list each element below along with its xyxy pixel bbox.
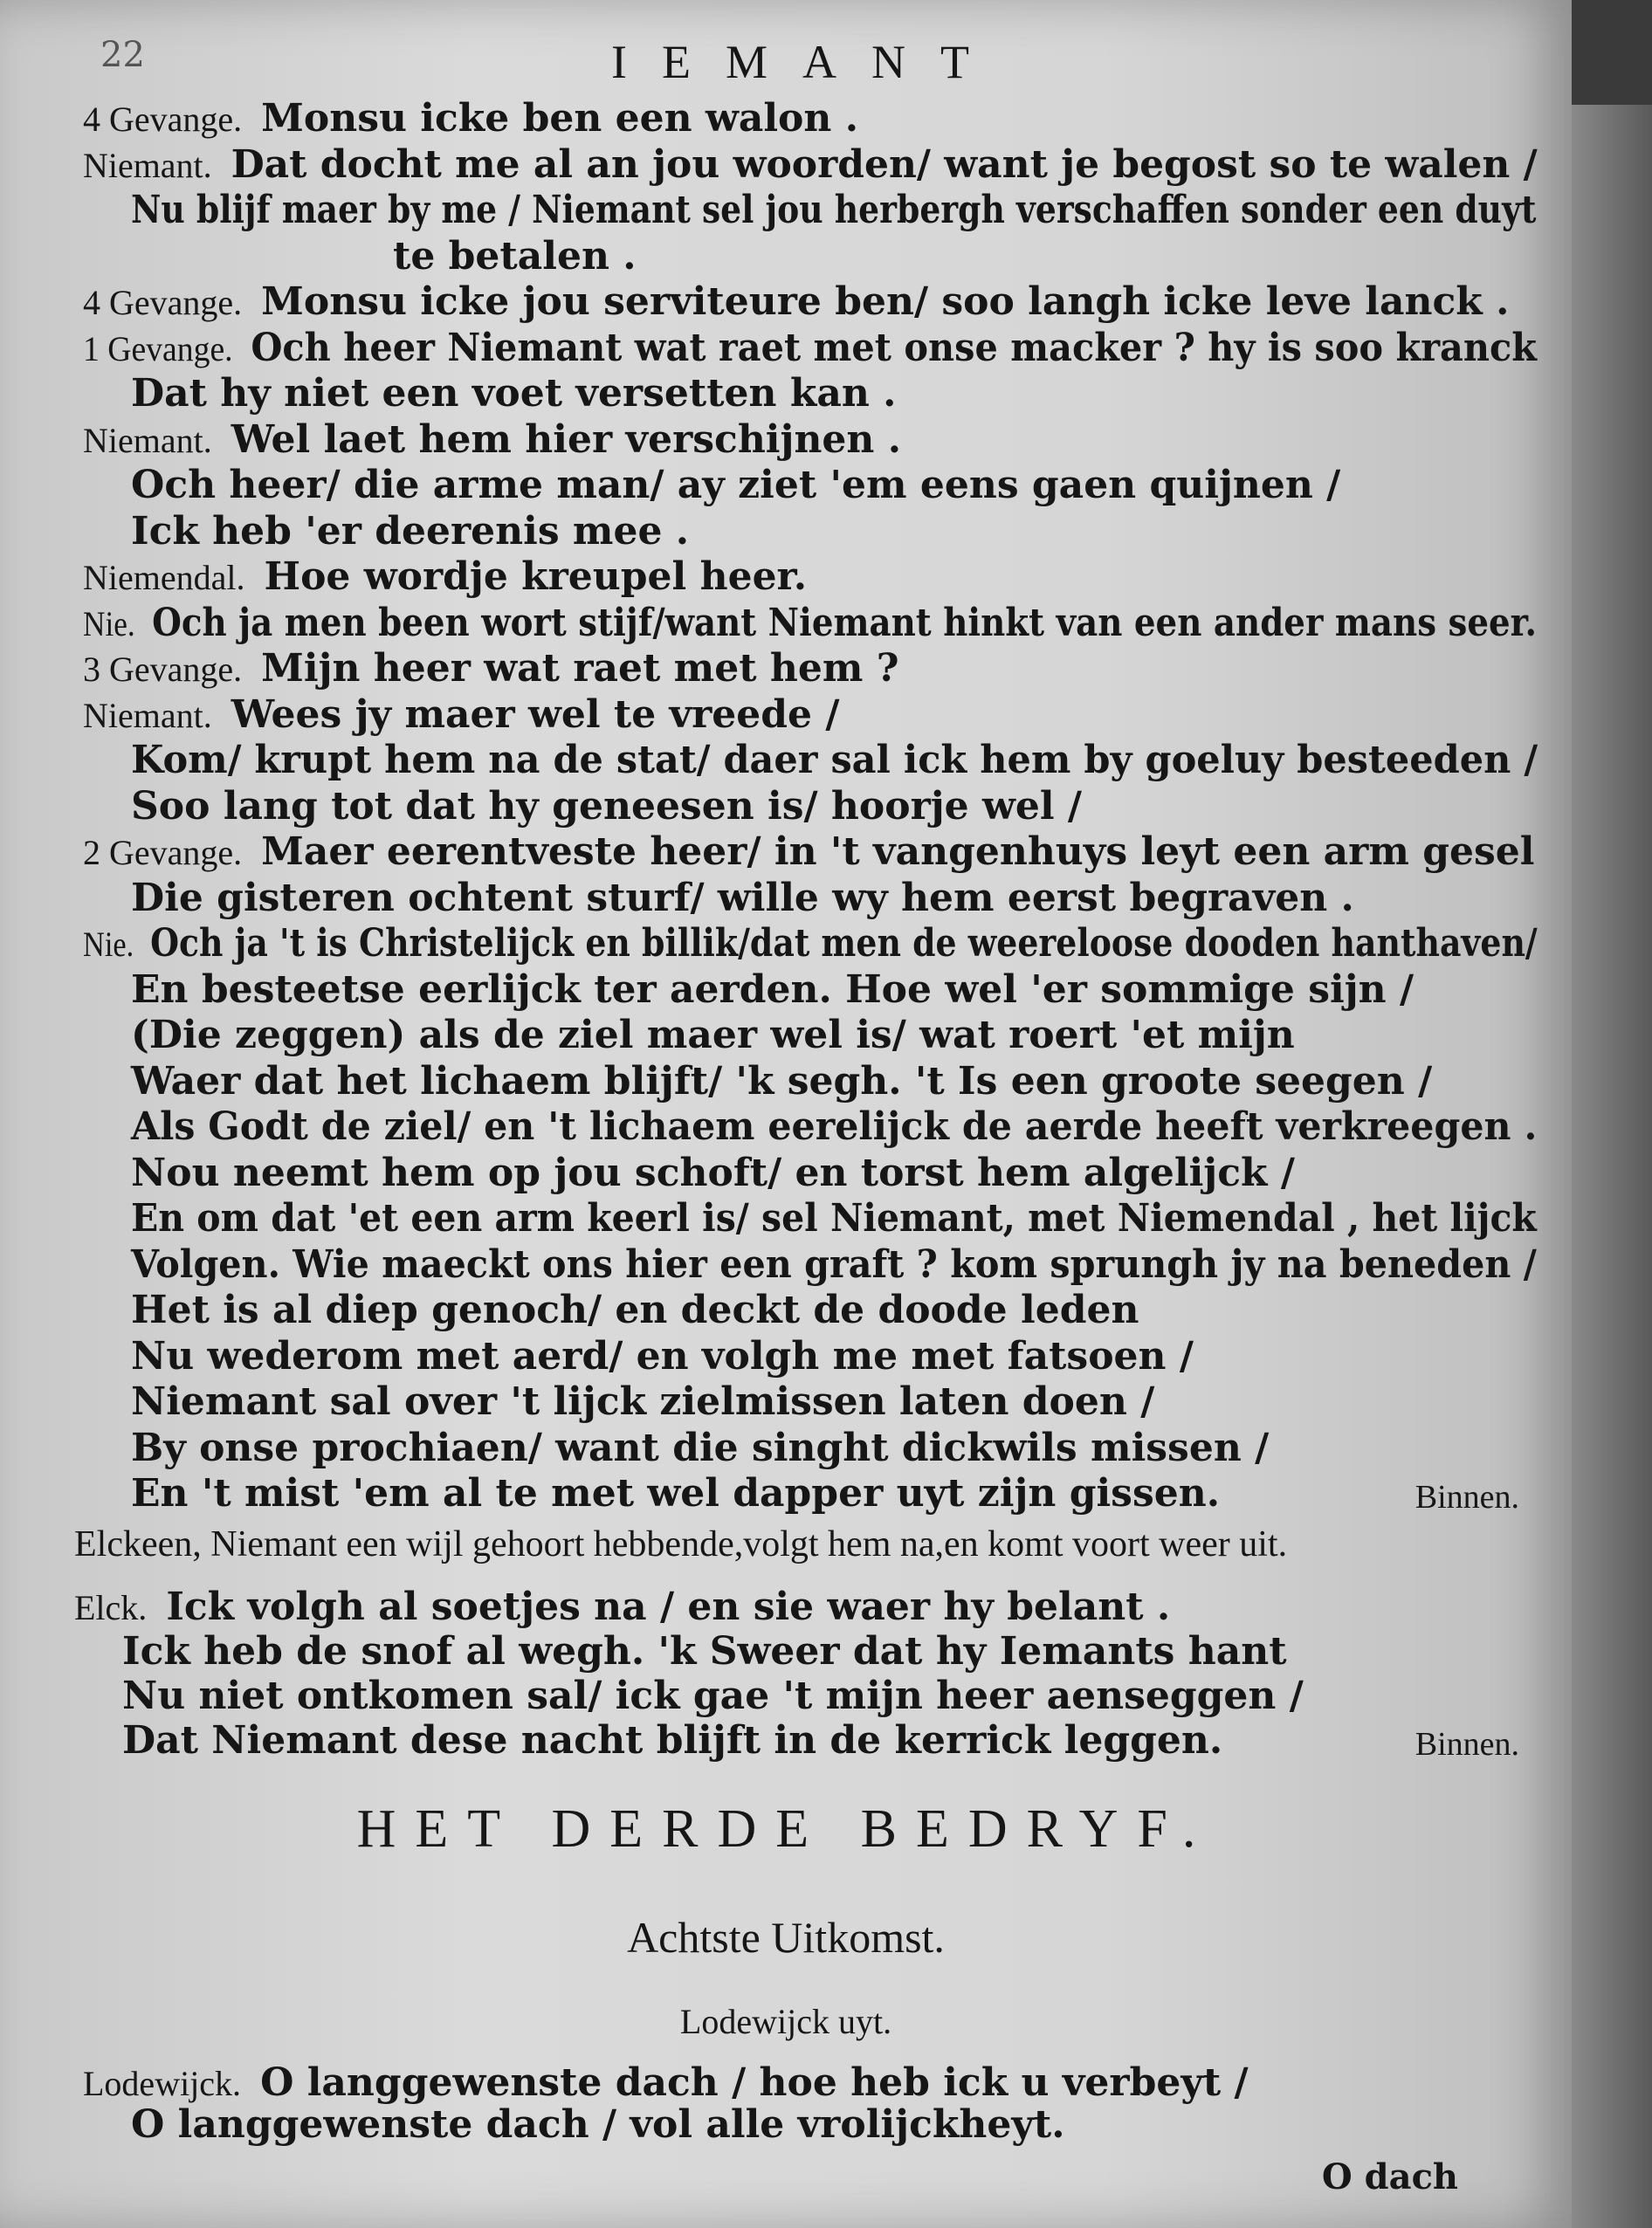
verse-text: Het is al diep genoch/ en deckt de doode leden (131, 1288, 1139, 1332)
speaker-name: 4 Gevange. (83, 100, 243, 139)
verse-text: O langgewenste dach / hoe heb ick u verbeyt / (260, 2060, 1249, 2105)
verse-line (131, 967, 1414, 1012)
verse-text: Soo lang tot dat hy geneesen is/ hoorje wel / (131, 783, 1082, 829)
verse-text: By onse prochiaen/ want die singht dickwils missen / (131, 1425, 1270, 1470)
verse-line (83, 921, 1538, 966)
verse-text: Als Godt de ziel/ en 't lichaem eerelijck de aerde heeft verkreegen . (131, 1104, 1538, 1149)
verse-line (83, 417, 901, 462)
verse-text: te betalen . (393, 233, 637, 278)
verse-text: Kom/ krupt hem na de stat/ daer sal ick hem by goeluy besteeden / (131, 738, 1538, 782)
verse-text: Monsu icke ben een walon . (261, 96, 859, 141)
speaker-name: Lodewijck. (83, 2064, 242, 2103)
verse-line (83, 96, 858, 141)
verse-text: Volgen. Wie maeckt ons hier een graft ? kom sprungh jy na beneden / (131, 1241, 1537, 1287)
speaker-name: Nie. (83, 925, 134, 964)
verse-text: Nu niet ontkomen sal/ ick gae 't mijn heer aenseggen / (122, 1674, 1304, 1718)
verse-text: Dat hy niet een voet versetten kan . (131, 371, 897, 416)
verse-text: Och heer Niemant wat raet met onse macker ? hy is soo kranck (251, 325, 1537, 370)
exit-direction: Binnen. (1415, 1726, 1519, 1763)
verse-line (131, 2102, 1065, 2147)
verse-text: Ick heb 'er deerenis mee . (131, 508, 690, 554)
verse-text: Nu blijf maer by me / Niemant sel jou herbergh verschaffen sonder een duyt (131, 188, 1537, 232)
verse-text: Och ja men been wort stijf/want Niemant hinkt van een ander mans seer. (152, 600, 1538, 645)
verse-line (131, 784, 1082, 829)
catchword: O dach (1321, 2156, 1458, 2197)
verse-line (131, 463, 1340, 507)
verse-line (83, 829, 1534, 874)
verse-text: Mijn heer wat raet met hem ? (261, 646, 899, 691)
speaker-name: Niemant. (83, 145, 212, 185)
verse-line (83, 692, 839, 737)
verse-text: Hoe wordje kreupel heer. (264, 554, 808, 599)
verse-text: Die gisteren ochtent sturf/ wille wy hem eerst begraven . (131, 875, 1354, 920)
verse-text: Wees jy maer wel te vreede / (231, 691, 840, 737)
verse-line (83, 601, 1537, 645)
verse-line (131, 1242, 1537, 1287)
scene-title: Achtste Uitkomst. (627, 1913, 945, 1962)
verse-line (83, 326, 1537, 370)
speaker-name: Elck. (74, 1588, 148, 1627)
verse-text: Dat docht me al an jou woorden/ want je begost so te walen / (231, 141, 1538, 187)
verse-text: Dat Niemant dese nacht blijft in de kerrick leggen. (122, 1718, 1223, 1763)
verse-line (131, 1426, 1269, 1470)
speaker-name: 1 Gevange. (83, 328, 233, 368)
verse-line (131, 1059, 1432, 1104)
verse-text: Nu wederom met aerd/ en volgh me met fatsoen / (131, 1333, 1194, 1379)
verse-line (122, 1718, 1222, 1763)
verse-line (83, 279, 1509, 324)
verse-line (131, 1288, 1139, 1332)
verse-line (131, 738, 1538, 782)
verse-text: Ick heb de snof al wegh. 'k Sweer dat hy Iemants hant (122, 1629, 1287, 1674)
verse-line (131, 1379, 1154, 1424)
verse-line (131, 371, 896, 416)
verse-line (83, 142, 1538, 187)
verse-line (122, 1629, 1287, 1674)
verse-line (131, 1196, 1537, 1241)
verse-text: Waer dat het lichaem blijft/ 'k segh. 't Is een groote seegen / (131, 1058, 1433, 1104)
verse-line (131, 1334, 1194, 1379)
speaker-name: Niemendal. (83, 558, 245, 597)
verse-text: Niemant sal over 't lijck zielmissen laten doen / (131, 1379, 1155, 1424)
verse-line (131, 1104, 1537, 1149)
speaker-name: Nie. (83, 603, 135, 643)
verse-line (122, 1674, 1304, 1718)
verse-line (393, 234, 637, 278)
speaker-name: Niemant. (83, 420, 212, 460)
verse-text: Monsu icke jou serviteure ben/ soo langh icke leve lanck . (261, 279, 1510, 324)
speaker-name: Niemant. (83, 695, 212, 735)
verse-line (83, 2060, 1249, 2105)
verse-line (131, 509, 689, 554)
verse-line (131, 1471, 1220, 1516)
verse-line (74, 1585, 1170, 1629)
entrance-direction: Lodewijck uyt. (679, 2002, 892, 2041)
running-head: IEMANT (611, 36, 1004, 88)
speaker-name: 4 Gevange. (83, 283, 243, 322)
act-title: HET DERDE BEDRYF. (356, 1799, 1215, 1859)
verse-text: En besteetse eerlijck ter aerden. Hoe wel 'er sommige sijn / (131, 966, 1415, 1012)
verse-text: Och ja 't is Christelijck en billik/dat men de weereloose dooden hanthaven/ (150, 921, 1538, 966)
verse-text: En om dat 'et een arm keerl is/ sel Niemant, met Niemendal , het lijck (131, 1196, 1537, 1241)
verse-line (131, 1151, 1295, 1195)
verse-text: Maer eerentveste heer/ in 't vangenhuys leyt een arm gesel (261, 829, 1535, 874)
stage-direction: Elckeen, Niemant een wijl gehoort hebbende,volgt hem na,en komt voort weer uit. (74, 1524, 1288, 1564)
next-page-edge (1572, 105, 1652, 2228)
verse-text: (Die zeggen) als de ziel maer wel is/ wat roert 'et mijn (131, 1013, 1295, 1057)
verse-line (83, 554, 807, 599)
verse-line (131, 876, 1354, 920)
verse-line (83, 646, 898, 691)
speaker-name: 3 Gevange. (83, 650, 243, 689)
verse-line (131, 188, 1536, 232)
verse-text: Ick volgh al soetjes na / en sie waer hy belant . (166, 1585, 1171, 1629)
verse-line (131, 1013, 1295, 1057)
verse-text: Och heer/ die arme man/ ay ziet 'em eens gaen quijnen / (131, 463, 1341, 507)
verse-text: En 't mist 'em al te met wel dapper uyt zijn gissen. (131, 1471, 1221, 1516)
page-number: 22 (100, 35, 145, 75)
exit-direction: Binnen. (1415, 1479, 1519, 1516)
verse-text: Wel laet hem hier verschijnen . (231, 416, 902, 462)
verse-text: Nou neemt hem op jou schoft/ en torst hem algelijck / (131, 1150, 1295, 1195)
verse-text: O langgewenste dach / vol alle vrolijckheyt. (131, 2102, 1065, 2147)
speaker-name: 2 Gevange. (83, 833, 243, 872)
